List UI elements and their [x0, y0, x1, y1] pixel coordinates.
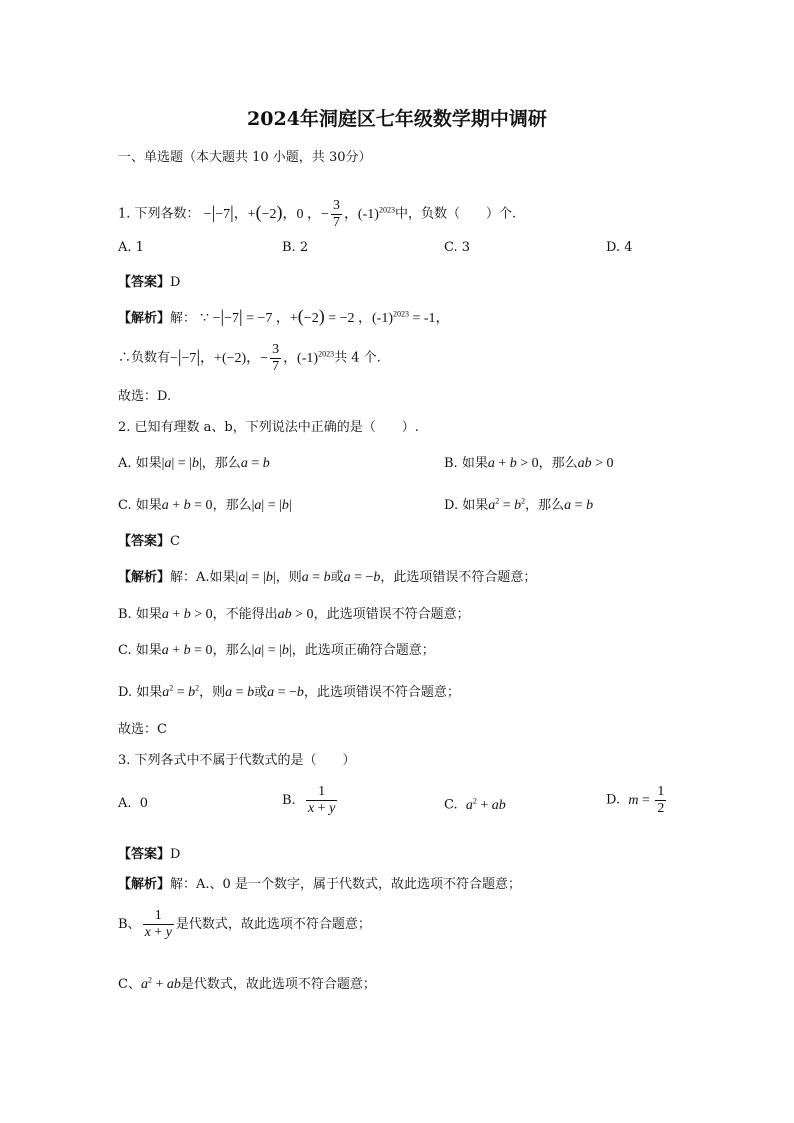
- q3-option-a: A. 0: [118, 796, 149, 811]
- q2-option-d: D. 如果$a^2 = b^2$，那么a = b: [444, 496, 594, 513]
- analysis-tag: 【解析】: [118, 570, 171, 585]
- q1-option-d: D. 4: [606, 240, 633, 255]
- q2-option-b: B. 如果a + b > 0，那么ab > 0: [444, 456, 614, 471]
- answer-value: D: [170, 275, 181, 290]
- answer-tag: 【答案】: [118, 847, 171, 862]
- q1-answer: [118, 271, 180, 290]
- math-expr: −|−7|，+(−2)，0 ，− $\frac{3}{7}$ ，$(-1)^{2023}$: [203, 198, 395, 230]
- q2-answer: [118, 530, 180, 549]
- q1-conclusion: [118, 342, 381, 375]
- answer-value: C: [170, 534, 180, 549]
- q3-option-d: D. m = $\frac{1}{2}$: [606, 784, 665, 816]
- question-2: 2. 已知有理数 a、b，下列说法中正确的是（ ）.: [118, 420, 419, 435]
- q2-option-c: C. 如果a + b = 0，那么|a| = |b|: [118, 498, 292, 513]
- answer-tag: 【答案】: [118, 275, 171, 290]
- question-1: [118, 198, 516, 231]
- q1-option-b: B. 2: [282, 240, 309, 255]
- section-heading: 一、单选题（本大题共 10 小题，共 30分）: [118, 150, 372, 165]
- analysis-tag: 【解析】: [118, 311, 171, 326]
- q3-analysis-a: 【解析】解：A.、0 是一个数字，属于代数式，故此选项不符合题意；: [118, 877, 521, 892]
- answer-value: D: [170, 847, 181, 862]
- page-title: 2024年洞庭区七年级数学期中调研: [247, 108, 547, 130]
- math-expr: ∵ −|−7| = −7 ，+(−2) = −2 ，$(-1)^{2023} = -1$，: [200, 306, 450, 326]
- q3-analysis-b: B、 $\frac{1}{x + y}$ 是代数式，故此选项不符合题意；: [118, 908, 371, 940]
- conclusion-tail: 共 4 个.: [334, 350, 381, 366]
- q2-analysis-b: B. 如果a + b > 0，不能得出ab > 0，此选项错误不符合题意；: [118, 607, 470, 622]
- q3-analysis-c: C、$a^2$ + ab是代数式，故此选项不符合题意；: [118, 975, 376, 992]
- math-expr: −|−7|，+(−2)，− $\frac{3}{7}$ ，$(-1)^{2023}$: [170, 342, 335, 374]
- q3-option-b: B. $\frac{1}{x + y}$: [282, 784, 336, 816]
- answer-tag: 【答案】: [118, 534, 171, 549]
- q3-option-c: C. $a^2$ + ab: [444, 796, 506, 813]
- q3-answer: [118, 843, 180, 862]
- q1-choice: 故选：D.: [118, 389, 172, 404]
- q2-analysis-d: D. 如果$a^2 = b^2$，则a = b或a = −b，此选项错误不符合题意；: [118, 683, 460, 700]
- q1-option-a: A. 1: [118, 240, 144, 255]
- question-1-tail: 中，负数（ ）个.: [394, 206, 517, 222]
- analysis-tag: 【解析】: [118, 877, 171, 892]
- q2-analysis-a: 【解析】解：A.如果|a| = |b|，则a = b或a = −b，此选项错误不符合题意；: [118, 570, 537, 585]
- question-3: 3. 下列各式中不属于代数式的是（ ）: [118, 753, 356, 768]
- q2-analysis-c: C. 如果a + b = 0，那么|a| = |b|，此选项正确符合题意；: [118, 643, 435, 658]
- q2-choice: 故选：C: [118, 722, 167, 737]
- analysis-lead: 解：: [170, 311, 197, 326]
- question-1-prefix: 1. 下列各数：: [118, 206, 200, 222]
- q1-option-c: C. 3: [444, 240, 471, 255]
- q2-option-a: A. 如果|a| = |b|，那么a = b: [118, 456, 270, 471]
- q1-analysis: [118, 306, 450, 327]
- conclusion-lead: ∴负数有: [118, 350, 171, 366]
